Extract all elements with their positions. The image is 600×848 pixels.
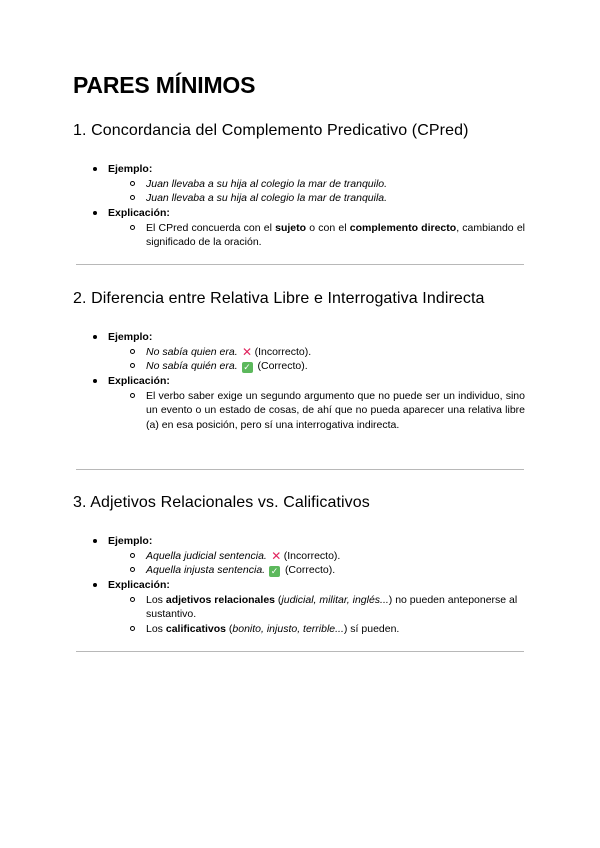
example-label: Ejemplo: (108, 535, 153, 547)
explanation-item: El verbo saber exige un segundo argumento que no puede ser un individuo, sino un evento o un estado de cosas, de ahí que no pueda aparecer una relativa libre (a) en esa posición, pero sí una interrogativa indirecta. (73, 389, 525, 433)
example-item: No sabía quien era. ✕ (Incorrecto). (73, 345, 525, 360)
section-heading: 2. Diferencia entre Relativa Libre e Interrogativa Indirecta (73, 290, 485, 307)
cross-mark-icon: ✕ (242, 344, 253, 359)
explanation-label: Explicación: (108, 207, 170, 220)
section-list (73, 534, 525, 637)
section-1 (73, 120, 525, 250)
section-divider (76, 264, 524, 265)
list-item (73, 578, 525, 637)
example-item: Juan llevaba a su hija al colegio la mar de tranquilo. (73, 177, 525, 192)
list-item (73, 534, 525, 578)
example-item: Aquella judicial sentencia. ✕ (Incorrecto). (73, 549, 525, 564)
example-label: Ejemplo: (108, 163, 153, 175)
explanation-label: Explicación: (108, 579, 170, 592)
explanation-item: Los calificativos (bonito, injusto, terrible...) sí pueden. (73, 622, 525, 637)
explanation-item: El CPred concuerda con el sujeto o con el complemento directo, cambiando el significado de la oración. (73, 221, 525, 251)
section-divider (76, 651, 524, 652)
section-divider (76, 469, 524, 470)
list-item (73, 162, 525, 206)
example-label: Ejemplo: (108, 331, 153, 343)
section-heading: 3. Adjetivos Relacionales vs. Calificativos (73, 494, 370, 511)
list-item (73, 206, 525, 250)
check-mark-icon: ✓ (243, 362, 251, 373)
document-page (73, 72, 526, 636)
section-3 (73, 492, 525, 637)
example-item: Juan llevaba a su hija al colegio la mar de tranquila. (73, 191, 525, 206)
explanation-label: Explicación: (108, 375, 170, 388)
section-list (73, 330, 525, 433)
explanation-item: Los adjetivos relacionales (judicial, militar, inglés...) no pueden anteponerse al sustantivo. (73, 593, 525, 623)
section-list (73, 162, 525, 250)
section-heading: 1. Concordancia del Complemento Predicativo (CPred) (73, 122, 469, 139)
section-2 (73, 288, 525, 433)
page-title: PARES MÍNIMOS (73, 72, 256, 98)
cross-mark-icon: ✕ (271, 548, 282, 563)
list-item (73, 374, 525, 433)
list-item (73, 330, 525, 374)
example-item: No sabía quién era. ✓ (Correcto). (73, 359, 525, 374)
example-item: Aquella injusta sentencia. ✓ (Correcto). (73, 563, 525, 578)
check-mark-icon: ✓ (270, 566, 279, 577)
